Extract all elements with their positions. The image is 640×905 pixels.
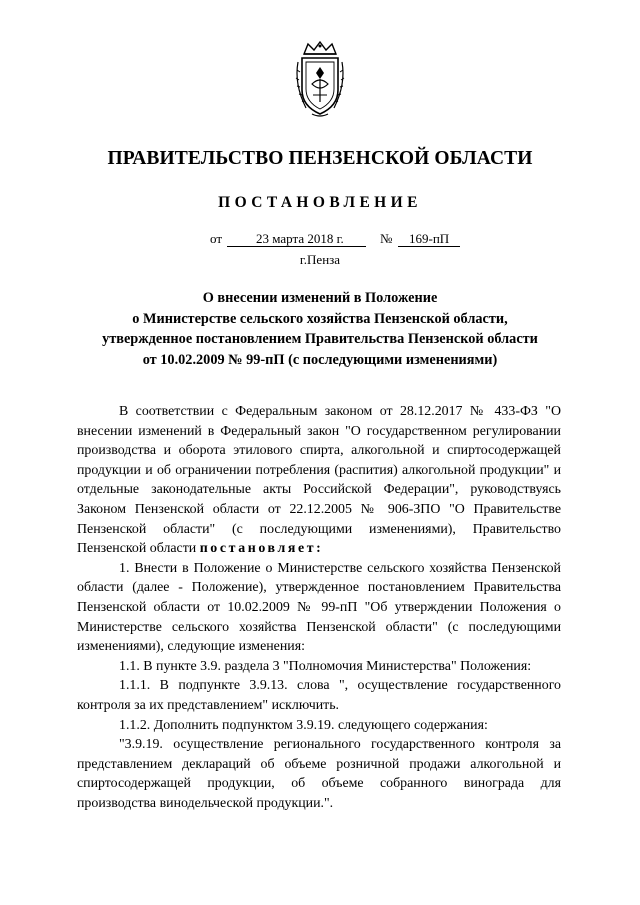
paragraph-1-1-1: 1.1.1. В подпункте 3.9.13. слова ", осуществление государственного контроля за их представлением" исключить. [77, 678, 561, 713]
decree-word: постановляет: [199, 541, 324, 557]
paragraph-1: 1. Внести в Положение о Министерстве сельского хозяйства Пензенской области (далее - Положение), утвержденное постановлением Правительства Пензенской области от 10.02.2009 № 99-пП "Об утверждении Положения о Министерстве сельского хозяйства Пензенской области" (с последующими изменениями), следующие изменения: [77, 560, 561, 655]
government-title: ПРАВИТЕЛЬСТВО ПЕНЗЕНСКОЙ ОБЛАСТИ [107, 148, 533, 169]
document-heading [60, 288, 580, 370]
penza-coat-of-arms-icon [292, 40, 348, 120]
document-date: 23 марта 2018 г. [256, 231, 344, 246]
date-prefix: от [210, 231, 223, 246]
heading-line: утвержденное постановлением Правительства Пензенской области [102, 331, 538, 347]
city: г.Пенза [299, 252, 341, 267]
heading-line: о Министерстве сельского хозяйства Пензенской области, [132, 310, 508, 327]
number-sign: № [380, 231, 393, 246]
heading-line: от 10.02.2009 № 99-пП (с последующими изменениями) [142, 351, 498, 368]
paragraph-1-1-2: 1.1.2. Дополнить подпунктом 3.9.19. следующего содержания: [119, 717, 488, 733]
paragraph-3-9-19: "3.9.19. осуществление регионального государственного контроля за представлением деклараций об объеме розничной продажи алкогольной и спиртосодержащей продукции, об объеме собранного винограда для производства винодельческой продукции.". [77, 737, 561, 811]
document-body [77, 402, 561, 813]
document-number: 169-пП [409, 231, 450, 246]
intro-paragraph [77, 402, 561, 559]
heading-line: О внесении изменений в Положение [202, 290, 438, 306]
intro-text: В соответствии с Федеральным законом от 28.12.2017 № 433-ФЗ "О внесении изменений в Федеральный закон "О государственном регулировании производства и оборота этилового спирта, алкогольной и спиртосодержащей продукции и об ограничении потребления (распития) алкогольной продукции" и отдельные законодательные акты Российской Федерации", руководствуясь Законом Пензенской области от 22.12.2005 № 906-ЗПО "О Правительстве Пензенской области" (с последующими изменениями), Правительство Пензенской области [77, 404, 561, 557]
paragraph-1-1: 1.1. В пункте 3.9. раздела 3 "Полномочия Министерства" Положения: [119, 658, 532, 674]
document-type: ПОСТАНОВЛЕНИЕ [218, 194, 422, 211]
